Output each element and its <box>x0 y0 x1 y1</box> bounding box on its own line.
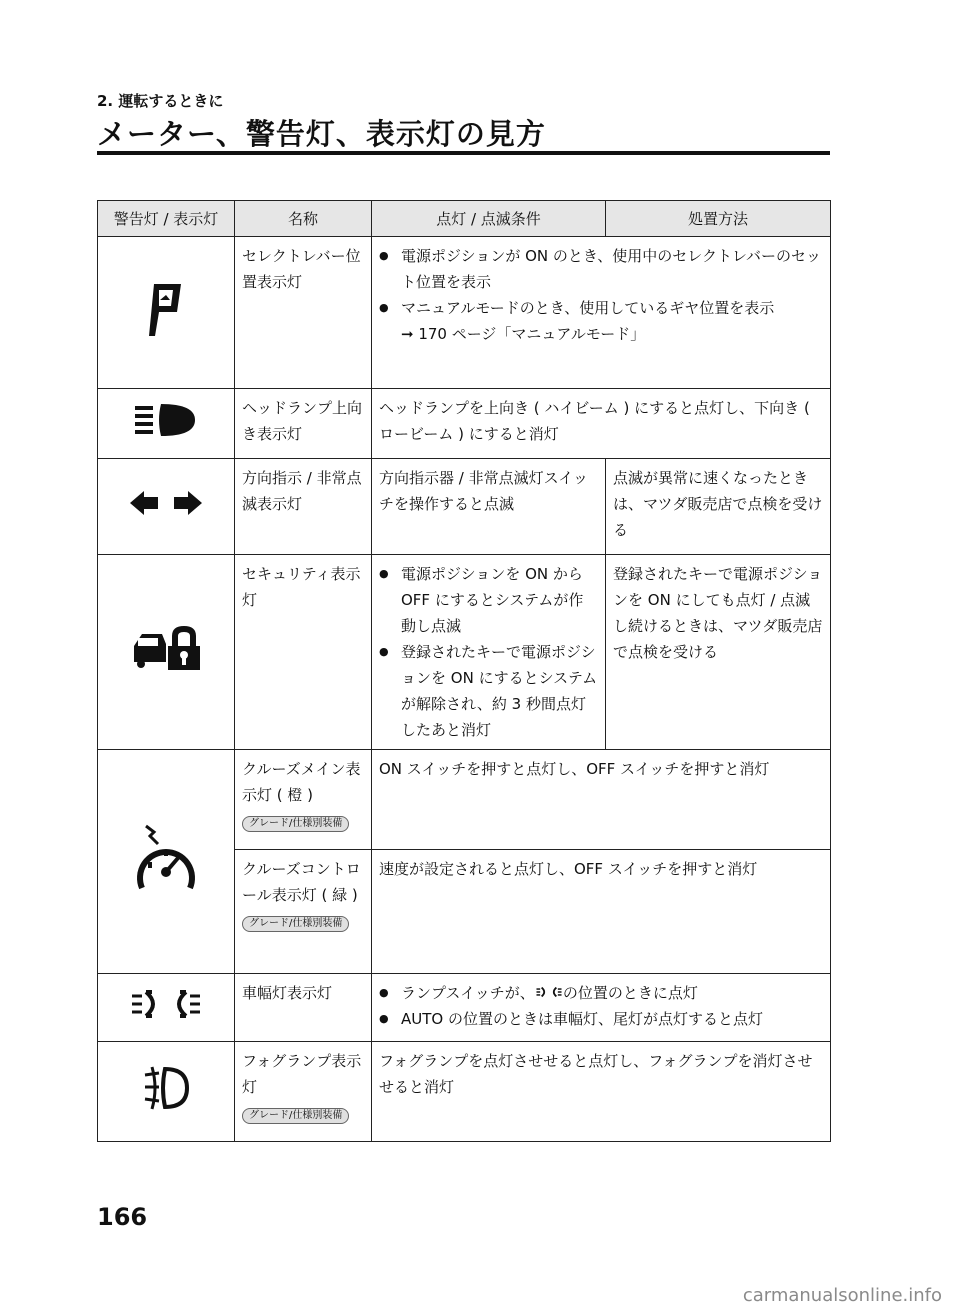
list-item: ● マニュアルモードのとき、使用しているギヤ位置を表示 ➞ 170 ページ「マニュアルモード」 <box>379 295 823 347</box>
row-condition: ヘッドランプを上向き ( ハイビーム ) にすると点灯し、下向き ( ロービーム ) にすると消灯 <box>372 389 831 459</box>
table-row <box>98 389 831 459</box>
row-action: 登録されたキーで電源ポジションを ON にしても点灯 / 点滅し続けるときは、マツダ販売店で点検を受ける <box>606 555 831 750</box>
header-condition: 点灯 / 点滅条件 <box>372 201 606 237</box>
row-name: 車幅灯表示灯 <box>235 974 372 1042</box>
table-row <box>98 974 831 1042</box>
table-row <box>98 459 831 555</box>
list-item: ● AUTO の位置のときは車幅灯、尾灯が点灯すると点灯 <box>379 1006 823 1032</box>
title-rule <box>97 151 830 155</box>
side-light-icon <box>98 974 235 1042</box>
grade-badge: グレード/仕様別装備 <box>242 816 349 832</box>
row-name: ヘッドランプ上向き表示灯 <box>235 389 372 459</box>
row-condition: ON スイッチを押すと点灯し、OFF スイッチを押すと消灯 <box>372 750 831 850</box>
side-light-icon <box>535 985 563 999</box>
row-name: セキュリティ表示灯 <box>235 555 372 750</box>
fog-light-icon <box>98 1042 235 1142</box>
row-name: セレクトレバー位置表示灯 <box>235 237 372 389</box>
header-action: 処置方法 <box>606 201 831 237</box>
list-item: ● 登録されたキーで電源ポジションを ON にするとシステムが解除され、約 3 秒間点灯したあと消灯 <box>379 639 598 743</box>
table-row <box>98 1042 831 1142</box>
table-row <box>98 237 831 389</box>
row-name: 方向指示 / 非常点滅表示灯 <box>235 459 372 555</box>
header-name: 名称 <box>235 201 372 237</box>
indicator-table <box>97 200 831 1142</box>
page-title: メーター、警告灯、表示灯の見方 <box>97 117 546 151</box>
section-heading: 2. 運転するときに <box>97 92 224 110</box>
table-row <box>98 555 831 750</box>
cruise-gauge-icon <box>98 750 235 974</box>
row-name: クルーズコントロール表示灯 ( 緑 ) <box>242 860 361 904</box>
turn-signal-icon <box>98 459 235 555</box>
list-item: ● 電源ポジションを ON から OFF にするとシステムが作動し点滅 <box>379 561 598 639</box>
grade-badge: グレード/仕様別装備 <box>242 1108 349 1124</box>
high-beam-icon <box>98 389 235 459</box>
row-name: フォグランプ表示灯 <box>242 1052 362 1096</box>
gear-position-icon <box>98 237 235 389</box>
table-row <box>98 750 831 850</box>
list-item: ● ランプスイッチが、 の位置のときに点灯 <box>379 980 823 1006</box>
table-header-row <box>98 201 831 237</box>
security-lock-icon <box>98 555 235 750</box>
page-number: 166 <box>97 1203 148 1231</box>
row-condition: 方向指示器 / 非常点滅灯スイッチを操作すると点滅 <box>372 459 606 555</box>
list-item: ● 電源ポジションが ON のとき、使用中のセレクトレバーのセット位置を表示 <box>379 243 823 295</box>
row-name: クルーズメイン表示灯 ( 橙 ) <box>242 760 361 804</box>
row-condition: フォグランプを点灯させせると点灯し、フォグランプを消灯させせると消灯 <box>372 1042 831 1142</box>
row-condition: 速度が設定されると点灯し、OFF スイッチを押すと消灯 <box>372 850 831 974</box>
grade-badge: グレード/仕様別装備 <box>242 916 349 932</box>
page-reference: ➞ 170 ページ「マニュアルモード」 <box>401 325 646 343</box>
watermark: carmanualsonline.info <box>742 1285 942 1306</box>
header-indicator: 警告灯 / 表示灯 <box>98 201 235 237</box>
row-action: 点滅が異常に速くなったときは、マツダ販売店で点検を受ける <box>606 459 831 555</box>
